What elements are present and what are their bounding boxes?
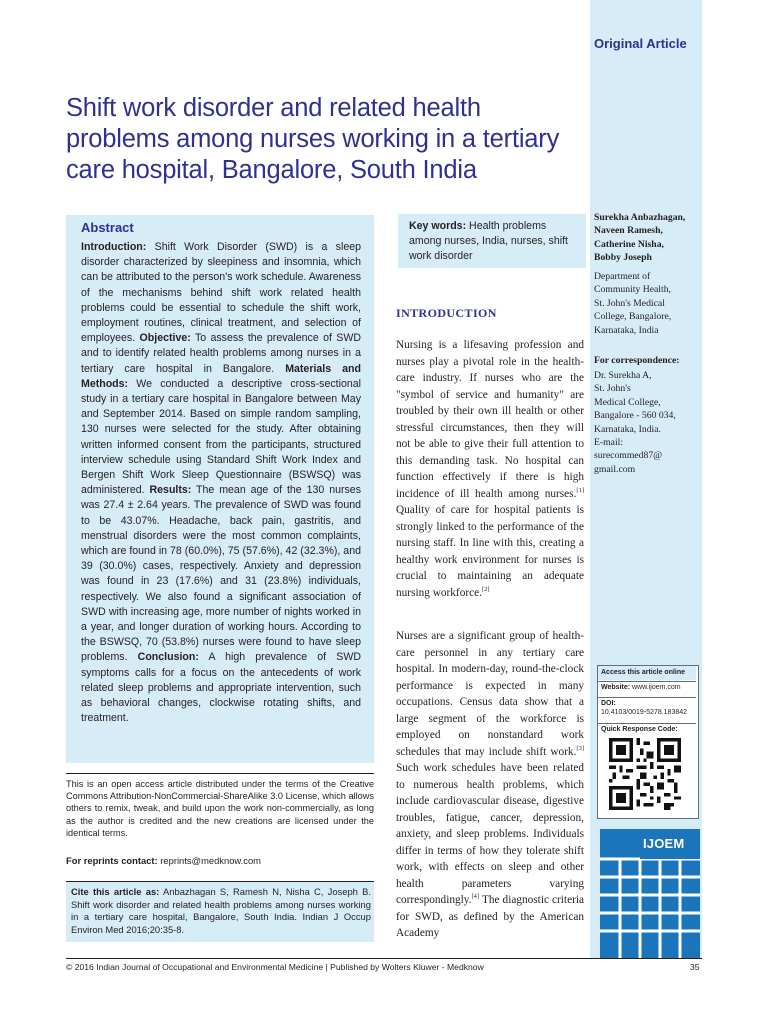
cite-text — [71, 886, 371, 936]
journal-logo-text: IJOEM — [643, 836, 685, 851]
abstract-text — [81, 240, 361, 727]
p2-text-2: Such work schedules have been related to numerous health problems, which include cardiovascular disease, digestive troubles, fatigue, cancer, depression, anxiety, and sleep problems. Individuals differ in terms of how they tolerate shift work, with effects on sleep and other health parameters varying correspondingly. — [396, 762, 584, 906]
reprints-email[interactable]: reprints@medknow.com — [157, 855, 261, 866]
affiliation-line: Karnataka, India — [594, 324, 659, 336]
website-link[interactable]: www.ijoem.com — [630, 684, 681, 691]
introduction-paragraph-1 — [396, 337, 584, 601]
footer-divider — [66, 958, 702, 959]
p1-text-2: Quality of care for hospital patients is strongly linked to the performance of the nursing staff. In line with this, creating a healthy work environment for nurses is crucial to maintaining an adequate nursing workforce. — [396, 504, 584, 599]
author-name: Catherine Nisha, — [594, 238, 664, 250]
p1-text: Nursing is a lifesaving profession and nurses play a pivotal role in the health-care industry. If nurses who are the "symbol of service and humanity" are troubled by their own ill health or other stressful circumstances, then they will not be able to give their full attention to this demanding task. No hospital can function effectively if there is high incidence of ill health among nurses. — [396, 339, 584, 500]
correspondence-line: Medical College, — [594, 396, 661, 408]
correspondence-email[interactable]: gmail.com — [594, 463, 636, 475]
website-label: Website: — [601, 684, 631, 691]
access-divider — [598, 723, 696, 724]
affiliation-line: Community Health, — [594, 284, 671, 296]
keywords-text — [409, 219, 581, 264]
affiliation-line: College, Bangalore, — [594, 311, 672, 323]
affiliation-line: St. John's Medical — [594, 297, 665, 309]
cite-label: Cite this article as: — [71, 886, 160, 897]
correspondence-line: E-mail: — [594, 437, 624, 449]
correspondence-line: Dr. Surekha A, — [594, 370, 652, 381]
article-title: Shift work disorder and related health problems among nurses working in a tertiary care hospital, Bangalore, South India — [66, 94, 560, 184]
citation-ref[interactable]: [3] — [576, 744, 584, 752]
author-names — [594, 211, 699, 265]
access-divider — [598, 681, 696, 682]
access-website — [598, 684, 696, 691]
qr-code-icon[interactable] — [609, 738, 681, 810]
methods-label: Materials and Methods: — [81, 362, 361, 390]
correspondence-line: St. John's — [594, 383, 631, 395]
keywords-body: Health problems among nurses, India, nurses, shift work disorder — [409, 220, 568, 262]
methods-text: We conducted a descriptive cross-sectional study in a tertiary care hospital in Bangalore between May and September 2014. Based on simple random sampling, 130 nurses were selected for the study. After obtaining written informed consent from the participants, structured interview schedule using Standard Shift Work Index and Bergen Shift Work Sleep Questionnaire (BSWSQ) was administered. — [81, 377, 361, 497]
doi-label: DOI: — [601, 700, 616, 707]
intro-label: Introduction: — [81, 241, 147, 253]
citation-ref[interactable]: [2] — [481, 585, 490, 593]
author-name: Surekha Anbazhagan, — [594, 212, 686, 223]
correspondence-line: Karnataka, India. — [594, 423, 661, 435]
introduction-paragraph-2 — [396, 628, 584, 942]
page-number: 35 — [690, 962, 700, 972]
qr-label: Quick Response Code: — [601, 726, 678, 733]
correspondence-details — [594, 369, 699, 476]
access-divider — [598, 697, 696, 698]
p2-text-3: The diagnostic criteria for SWD, as defined by the American Academy — [396, 894, 584, 939]
cite-body: Anbazhagan S, Ramesh N, Nisha C, Joseph B. Shift work disorder and related health problems among nurses working in a tertiary care hospital, Bangalore, South India. Indian J Occup Environ Med 2016;20:35-8. — [71, 886, 371, 935]
conclusion-text: A high prevalence of SWD symptoms calls for a focus on the antecedents of work related sleep problems and appropriate intervention, such as behavioral changes, clockwise rotating shifts, and treatment. — [81, 651, 361, 725]
results-text: The mean age of the 130 nurses was 27.4 ± 2.64 years. The prevalence of SWD was found to be 43.07%. Headache, back pain, gastritis, and menstrual disorders were the most common complaints, which are found in 78 (60.0%), 75 (57.6%), 42 (32.3%), and 39 (30.0%) cases, respectively. Anxiety and depression was found in 23 (17.6%) and 31 (23.8%) individuals, respectively. We also found a significant association of SWD with increasing age, more number of nights worked in a year, and longer duration of working hours. According to the BSWSQ, 70 (53.8%) nurses were found to have sleep problems. — [81, 484, 361, 664]
results-label: Results: — [149, 484, 192, 497]
conclusion-label: Conclusion: — [137, 651, 199, 664]
correspondence-line: Bangalore - 560 034, — [594, 410, 676, 422]
access-box-title: Access this article online — [598, 666, 696, 680]
introduction-heading: INTRODUCTION — [396, 306, 497, 320]
p2-text: Nurses are a significant group of health-care personnel in any tertiary care hospital. In modern-day, round-the-clock performance is expected in many occupations. Census data show that a large segment of the workforce is employed on nonstandard work schedules that may include shift work. — [396, 630, 584, 758]
intro-text: Shift Work Disorder (SWD) is a sleep disorder characterized by sleepiness and insomnia, which can be attributed to the person's work schedule. Awareness of the mechanisms behind shift work related health problems could be essential to schedule the shift work, employment routines, clinical treatment, and selection of employees. — [81, 241, 361, 345]
article-type-label: Original Article — [594, 36, 687, 51]
footer-text: © 2016 Indian Journal of Occupational and Environmental Medicine | Published by Wolters Kluwer - Medknow — [66, 962, 484, 972]
keywords-label: Key words: — [409, 220, 467, 232]
author-name: Naveen Ramesh, — [594, 225, 663, 237]
citation-ref[interactable]: [1] — [576, 486, 584, 494]
reprints-label: For reprints contact: — [66, 855, 158, 866]
citation-ref[interactable]: [4] — [471, 893, 480, 901]
abstract-heading: Abstract — [81, 220, 134, 235]
affiliation-line: Department of — [594, 271, 651, 282]
doi-value[interactable]: 10.4103/0019-5278.183842 — [601, 709, 688, 716]
license-text: This is an open access article distributed under the terms of the Creative Commons Attribution-NonCommercial-ShareAlike 3.0 License, which allows others to remix, tweak, and build upon the work non-commercially, as long as the author is credited and the new creations are licensed under the identical terms. — [66, 779, 374, 838]
license-divider — [66, 773, 374, 774]
correspondence-email[interactable]: surecommed87@ — [594, 450, 663, 462]
correspondence-heading: For correspondence: — [594, 355, 680, 366]
author-affiliation — [594, 270, 699, 337]
objective-text: To assess the prevalence of SWD and to identify related health problems among nurses in a tertiary care hospital in Bangalore. — [81, 332, 362, 375]
reprints-contact — [66, 855, 374, 866]
author-name: Bobby Joseph — [594, 252, 652, 264]
objective-label: Objective: — [139, 332, 191, 345]
